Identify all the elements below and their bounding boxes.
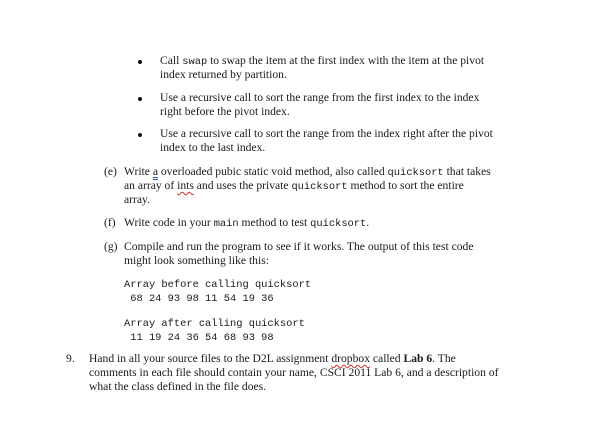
bullet-1-line-2: index returned by partition.: [160, 68, 287, 81]
item-e-text-e: and uses the private: [193, 179, 292, 192]
item-f-line: [124, 216, 369, 231]
output-before-values: 68 24 93 98 11 54 19 36: [124, 293, 274, 305]
grammar-flag-a: a: [152, 165, 158, 178]
item-9-text-b: called: [370, 352, 404, 365]
item-9-number: 9.: [66, 352, 75, 365]
bullet-3-dot: [138, 133, 142, 137]
item-9-line-2: comments in each file should contain your name, CSCI 2011 Lab 6, and a description of: [89, 366, 499, 379]
output-after-label: Array after calling quicksort: [124, 318, 305, 330]
item-e-line-2: [124, 179, 464, 194]
item-9-line-3: what the class defined in the file does.: [89, 380, 267, 393]
bullet-1-text-a: Call: [160, 54, 183, 67]
output-after-values: 11 19 24 36 54 68 93 98: [124, 332, 274, 344]
item-e-text-a: Write: [124, 165, 153, 178]
bullet-1-dot: [138, 60, 142, 64]
item-g-label: (g): [104, 240, 118, 253]
output-before-label: Array before calling quicksort: [124, 279, 312, 291]
item-e-line-3: array.: [124, 193, 150, 206]
item-e-text-b: overloaded pubic static void method, also called: [157, 165, 388, 178]
bullet-2-line-1: Use a recursive call to sort the range from the first index to the index: [160, 91, 480, 104]
spellcheck-ints: ints: [177, 179, 194, 192]
item-e-text-c: that takes: [443, 165, 491, 178]
bullet-3-line-2: index to the last index.: [160, 141, 266, 154]
item-e-text-d: an array of: [124, 179, 178, 192]
item-9-text-a: Hand in all your source files to the D2L assignment: [89, 352, 332, 365]
item-f-text-b: method to test: [238, 216, 311, 229]
item-e-text-f: method to sort the entire: [347, 179, 464, 192]
item-9-line-1: [89, 352, 456, 366]
code-quicksort: quicksort: [387, 167, 444, 179]
code-quicksort-2: quicksort: [291, 181, 348, 193]
bullet-2-line-2: right before the pivot index.: [160, 105, 290, 118]
item-e-line-1: [124, 165, 491, 180]
bullet-2-dot: [138, 97, 142, 101]
spellcheck-dropbox: dropbox: [331, 352, 370, 365]
item-g-line-1: Compile and run the program to see if it works. The output of this test code: [124, 240, 474, 253]
item-f-label: (f): [104, 216, 116, 229]
item-9-text-c: . The: [432, 352, 456, 365]
item-e-label: (e): [104, 165, 117, 178]
item-f-text-c: .: [366, 216, 370, 229]
code-swap: swap: [182, 56, 208, 68]
code-main: main: [213, 218, 239, 230]
item-g-line-2: might look something like this:: [124, 254, 269, 267]
item-f-text-a: Write code in your: [124, 216, 214, 229]
lab-name: Lab 6: [403, 352, 433, 365]
bullet-3-line-1: Use a recursive call to sort the range from the index right after the pivot: [160, 127, 493, 140]
bullet-1-line-1: [160, 54, 484, 69]
bullet-1-text-b: to swap the item at the first index with the item at the pivot: [207, 54, 485, 67]
code-quicksort-3: quicksort: [310, 218, 367, 230]
